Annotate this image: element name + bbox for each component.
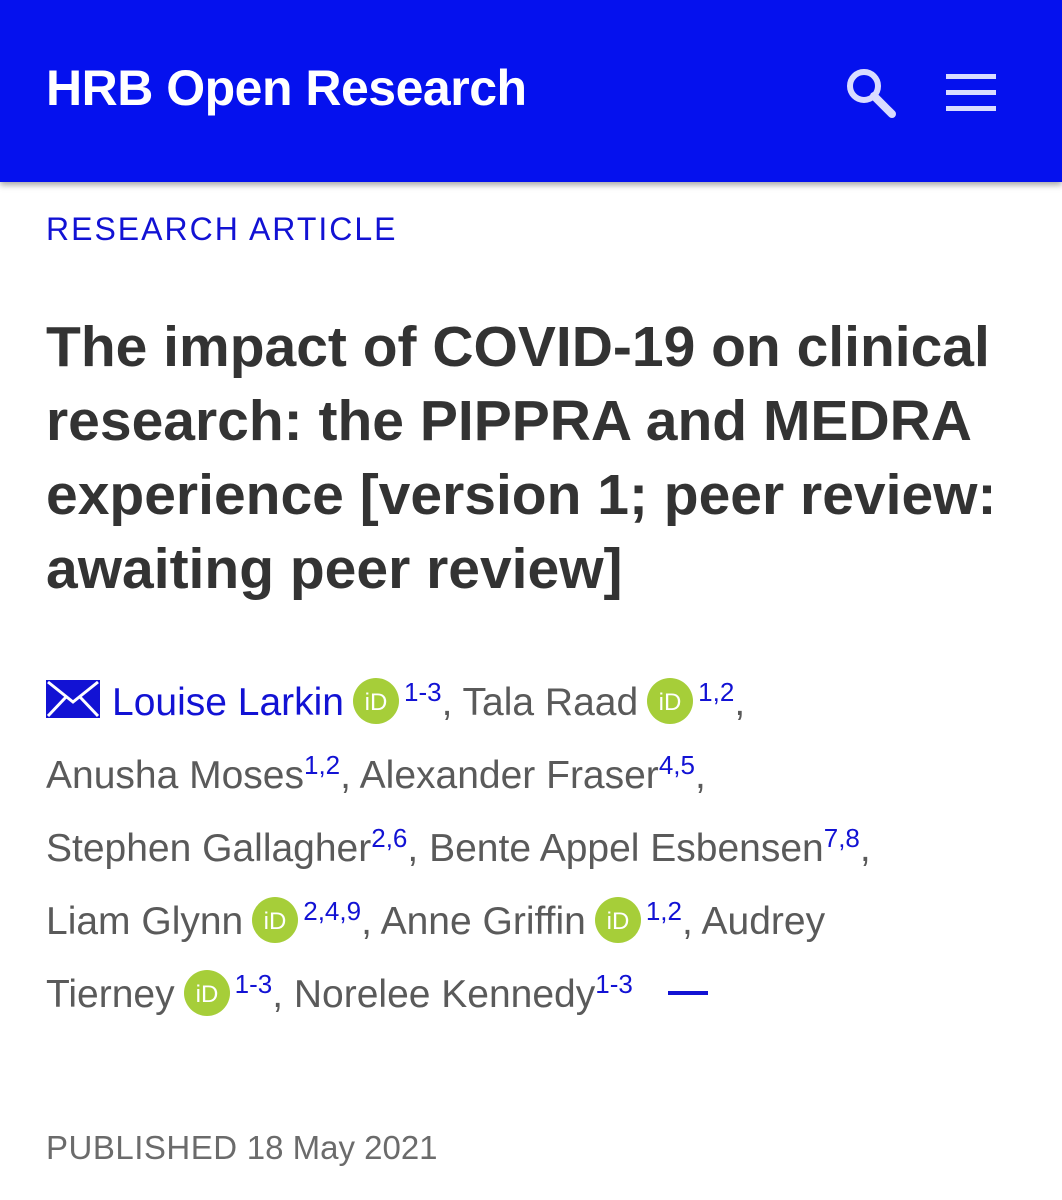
author-name[interactable]: Tala Raad [462, 681, 639, 724]
author-name[interactable]: Bente Appel Esbensen [429, 827, 824, 870]
hamburger-menu-icon [940, 62, 1000, 122]
author-name[interactable]: Anne Griffin [380, 900, 586, 943]
author-separator: , [859, 827, 871, 870]
author-separator: , [340, 754, 351, 797]
author-name-part2[interactable]: Tierney [46, 973, 175, 1016]
menu-button[interactable] [940, 62, 1000, 122]
author-name-corresponding[interactable]: Louise Larkin [112, 681, 344, 724]
svg-text:iD: iD [364, 689, 388, 716]
affiliation-ref[interactable]: 1-3 [234, 969, 273, 999]
author-name[interactable]: Liam Glynn [46, 900, 244, 943]
affiliation-ref[interactable]: 1-3 [595, 969, 633, 999]
author-separator: , [272, 973, 284, 1016]
svg-text:iD: iD [263, 908, 287, 935]
author-separator: , [694, 754, 706, 797]
author-list [46, 666, 1036, 1031]
affiliation-ref[interactable]: 1,2 [698, 677, 735, 707]
affiliation-ref[interactable]: 2,6 [371, 823, 408, 853]
article-type-label: RESEARCH ARTICLE [46, 211, 398, 247]
author-name-part1[interactable]: Audrey [701, 900, 826, 943]
author-separator: , [407, 827, 419, 870]
affiliation-ref[interactable]: 4,5 [658, 750, 695, 780]
affiliation-ref[interactable]: 7,8 [823, 823, 860, 853]
author-name[interactable]: Alexander Fraser [359, 754, 659, 797]
affiliation-ref[interactable]: 2,4,9 [303, 896, 362, 926]
search-icon [840, 62, 900, 122]
author-name[interactable]: Norelee Kennedy [293, 973, 596, 1016]
author-separator: , [682, 900, 693, 943]
author-separator: , [734, 681, 746, 724]
article-title: The impact of COVID-19 on clinical research: the PIPPRA and MEDRA experience [version 1; peer review: awaiting peer review] [46, 315, 997, 601]
affiliation-ref[interactable]: 1-3 [403, 677, 442, 707]
author-separator: , [441, 681, 453, 724]
author-name[interactable]: Anusha Moses [46, 754, 304, 797]
mail-icon[interactable] [46, 669, 100, 707]
site-logo-link[interactable]: HRB Open Research [46, 60, 527, 116]
site-header [0, 0, 1062, 182]
affiliation-ref[interactable]: 1,2 [303, 750, 341, 780]
orcid-icon[interactable] [646, 676, 694, 724]
svg-text:iD: iD [195, 981, 218, 1008]
orcid-icon[interactable] [594, 895, 642, 943]
author-separator: , [361, 900, 372, 943]
orcid-icon[interactable] [183, 968, 231, 1016]
published-info [46, 1128, 438, 1168]
svg-text:iD: iD [606, 908, 630, 935]
search-button[interactable] [840, 62, 900, 122]
published-label: PUBLISHED [46, 1129, 238, 1166]
orcid-icon[interactable] [251, 895, 299, 943]
published-date: 18 May 2021 [246, 1129, 438, 1166]
orcid-icon[interactable] [352, 676, 400, 724]
svg-text:iD: iD [658, 689, 682, 716]
collapse-authors-button[interactable] [668, 991, 708, 995]
affiliation-ref[interactable]: 1,2 [645, 896, 682, 926]
author-name[interactable]: Stephen Gallagher [46, 827, 372, 870]
